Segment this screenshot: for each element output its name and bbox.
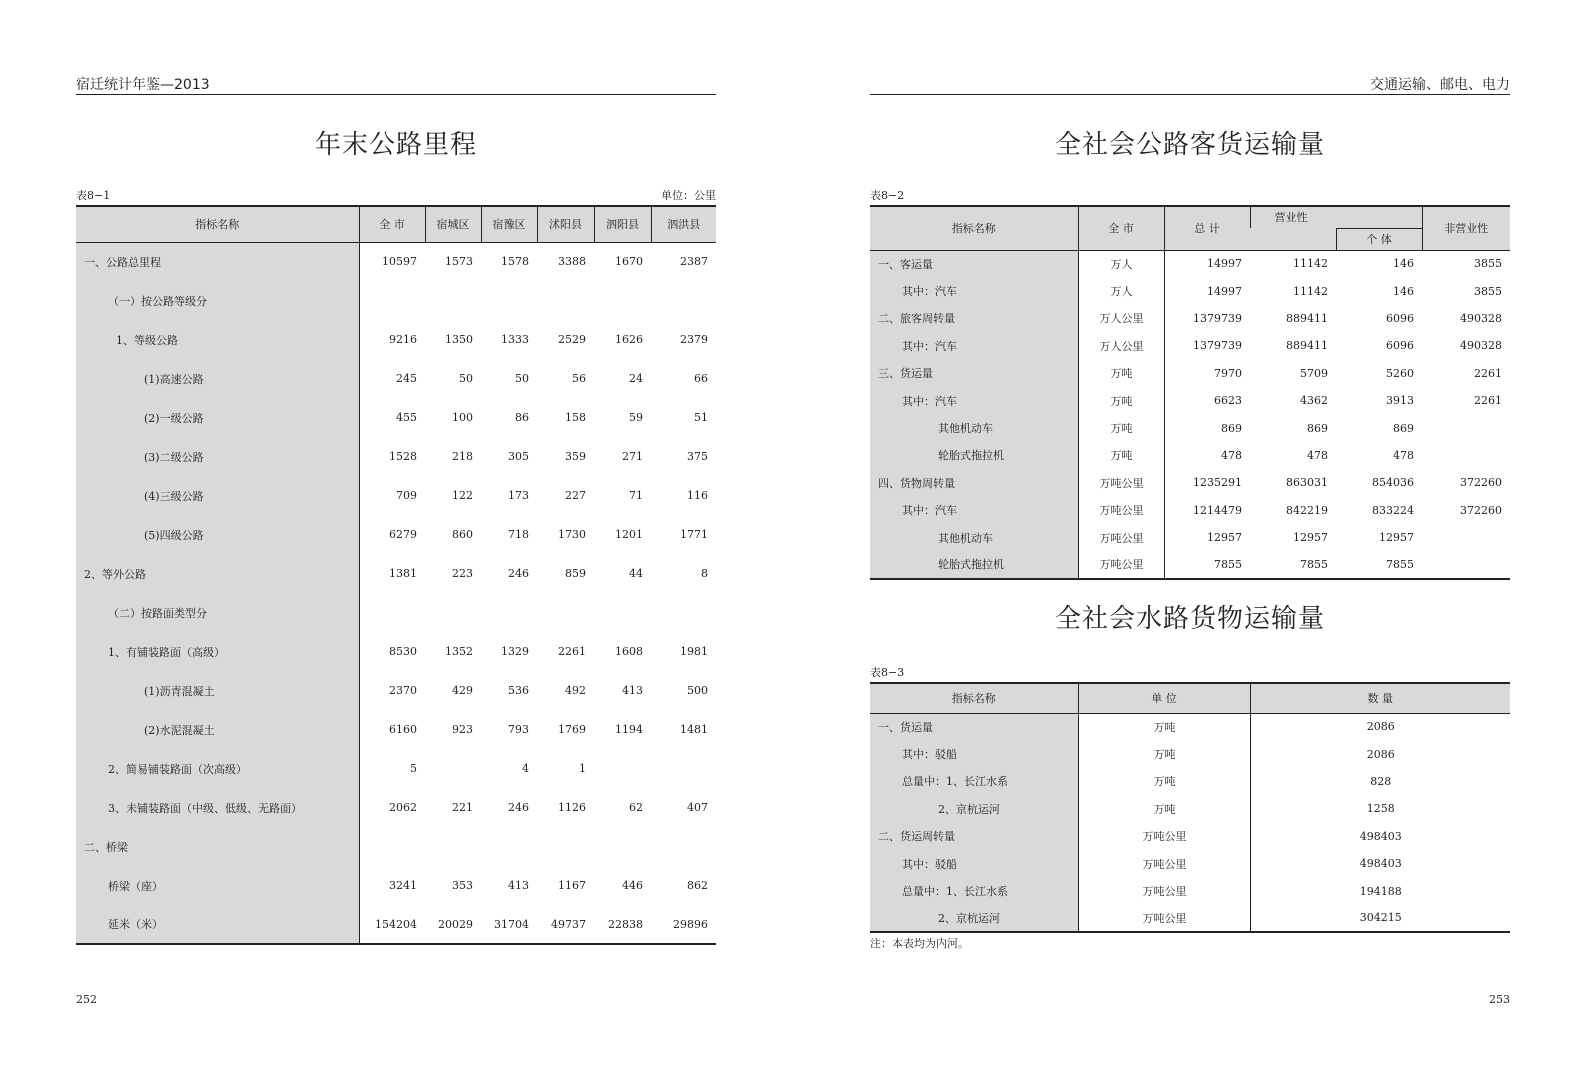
running-head-left: 宿迁统计年鉴—2013 [76,77,210,93]
unit-cell: 万吨 [1078,740,1250,767]
table-cell: 271 [622,450,643,463]
row-label: 轮胎式拖拉机 [870,442,1078,469]
row-label: 二、桥梁 [76,827,359,866]
value-cell: 2086 [1366,720,1395,734]
table-cell: 1329 [501,645,529,658]
table-cell [481,827,537,866]
table-row [76,437,716,476]
table-cell [359,593,425,632]
table-cell [425,749,481,788]
table-cell: 500 [687,684,708,697]
table-cell: 446 [622,879,643,892]
column-header: 沭阳县 [537,206,594,242]
table-cell [594,593,651,632]
table-cell: 3388 [558,255,586,269]
table-note: 注：本表均为内河。 [870,937,969,950]
row-label: 二、旅客周转量 [870,305,1078,332]
table-cell: 1730 [558,528,586,541]
table-cell: 1194 [615,723,643,736]
table-cell: 12957 [1379,531,1414,545]
table-cell: 889411 [1286,311,1328,325]
unit-cell: 万吨公里 [1078,905,1250,932]
table-cell: 2261 [558,645,586,658]
table-cell: 923 [452,723,473,736]
table-cell: 62 [629,801,643,814]
table-cell: 2387 [680,255,708,269]
table-cell: 146 [1393,257,1414,271]
table-row [870,768,1510,795]
table-cell: 859 [565,567,586,580]
column-header: 全 市 [359,206,425,242]
table-cell: 536 [508,684,529,697]
table-cell: 1670 [615,255,643,269]
table-row [870,250,1510,277]
table-cell: 1981 [680,645,708,658]
table-cell: 490328 [1460,311,1502,325]
table-cell: 1379739 [1193,311,1242,325]
table-number-8-1: 表8−1 [76,189,111,202]
table-cell: 56 [572,372,586,385]
table-cell [481,281,537,320]
table-cell: 11142 [1293,257,1328,271]
table-cell: 2370 [389,684,417,697]
table-row [870,414,1510,441]
column-header: 个 体 [1336,228,1422,250]
table-cell: 154204 [375,917,417,931]
table-cell: 1481 [680,723,708,736]
table-cell [1422,414,1510,441]
table-row [76,554,716,593]
table-cell: 7970 [1214,366,1242,380]
unit-cell: 万吨公里 [1078,469,1164,496]
row-label: (5)四级公路 [76,515,359,554]
table-cell: 71 [629,489,643,502]
value-cell: 498403 [1359,857,1402,871]
table-cell: 8530 [389,645,417,658]
table-cell: 66 [694,372,708,385]
row-label: (1)高速公路 [76,359,359,398]
table-cell [537,827,594,866]
unit-cell: 万人 [1078,250,1164,277]
table-cell: 869 [1393,421,1414,435]
table-cell: 1769 [558,723,586,736]
table-number-8-3: 表8−3 [870,666,905,679]
table-row [76,749,716,788]
table-cell: 4 [522,762,529,775]
table-row [870,277,1510,304]
table-cell: 375 [687,450,708,463]
table-cell: 1626 [615,333,643,346]
table-cell: 158 [565,411,586,424]
column-header: 指标名称 [870,683,1078,713]
row-label: 一、公路总里程 [76,242,359,281]
table-cell: 29896 [673,917,708,931]
table-row [870,795,1510,822]
left-page [76,0,716,1077]
table-cell: 372260 [1460,476,1502,490]
table-cell: 455 [396,411,417,424]
table-cell: 889411 [1286,339,1328,353]
column-header: 泗阳县 [594,206,651,242]
table-cell: 5 [410,762,417,775]
column-header: 指标名称 [870,206,1078,250]
table-cell: 1352 [445,645,473,658]
table-cell: 1 [579,762,586,775]
highway-transport-table [870,205,1510,580]
table-cell: 842219 [1286,503,1328,517]
table-cell: 1126 [558,801,586,814]
table-cell: 22838 [608,917,643,931]
table-cell: 492 [565,684,586,697]
table-cell [537,281,594,320]
value-cell: 1258 [1366,802,1395,816]
table-cell: 245 [396,372,417,385]
unit-cell: 万吨 [1078,713,1250,740]
table-row [870,713,1510,740]
unit-cell: 万吨公里 [1078,823,1250,850]
table-row [76,671,716,710]
row-label: (3)二级公路 [76,437,359,476]
table-cell: 59 [629,411,643,424]
unit-cell: 万吨公里 [1078,877,1250,904]
row-label: 一、货运量 [870,713,1078,740]
row-label: 2、等外公路 [76,554,359,593]
table-cell: 5709 [1300,366,1328,380]
table-row [76,398,716,437]
table-cell: 50 [459,372,473,385]
table-cell [594,749,651,788]
table-cell: 6160 [389,723,417,736]
table-cell: 20029 [438,917,473,931]
column-header: 数 量 [1250,683,1510,713]
header-rule-left [76,94,716,95]
table-row [870,442,1510,469]
table-cell: 6623 [1214,394,1242,408]
table-row [870,850,1510,877]
row-label: 2、京杭运河 [870,905,1078,932]
column-header: 宿豫区 [481,206,537,242]
column-header-spacer [1250,228,1336,250]
row-label: 其中：汽车 [870,332,1078,359]
table-cell: 1578 [501,255,529,269]
unit-cell: 万吨公里 [1078,497,1164,524]
table-cell: 12957 [1293,531,1328,545]
table-cell [425,593,481,632]
column-header: 总 计 [1164,206,1250,250]
row-label: 桥梁（座） [76,866,359,905]
row-label: 一、客运量 [870,250,1078,277]
table-cell: 6096 [1386,311,1414,325]
table-cell: 1608 [615,645,643,658]
table-row [76,632,716,671]
row-label: (4)三级公路 [76,476,359,515]
table-cell: 1333 [501,333,529,346]
table-cell: 854036 [1372,476,1414,490]
table-cell: 122 [452,489,473,502]
table-row [76,788,716,827]
unit-cell: 万吨 [1078,360,1164,387]
table-cell: 227 [565,489,586,502]
table-cell: 1379739 [1193,339,1242,353]
table-cell: 1167 [558,879,586,892]
table-cell: 478 [1221,448,1242,462]
column-header: 指标名称 [76,206,359,242]
table-row [870,877,1510,904]
row-label: (1)沥青混凝土 [76,671,359,710]
table-cell: 31704 [494,917,529,931]
table-cell: 223 [452,567,473,580]
table-cell: 4362 [1300,394,1328,408]
table-row [870,387,1510,414]
table-row [870,469,1510,496]
row-label: 其中：驳船 [870,740,1078,767]
row-label: 其中：汽车 [870,497,1078,524]
table-cell: 869 [1307,421,1328,435]
table-row [870,823,1510,850]
table-cell [1422,524,1510,551]
row-label: (2)水泥混凝土 [76,710,359,749]
right-page [870,0,1510,1077]
table-cell: 9216 [389,333,417,346]
table-cell: 10597 [382,255,417,269]
table-cell: 490328 [1460,339,1502,353]
row-label: 轮胎式拖拉机 [870,551,1078,578]
table-cell: 353 [452,879,473,892]
table-cell: 6096 [1386,339,1414,353]
waterway-transport-table [870,682,1510,933]
table-cell: 305 [508,450,529,463]
table-cell: 14997 [1207,284,1242,298]
table-row [870,740,1510,767]
row-label: （二）按路面类型分 [76,593,359,632]
unit-cell: 万吨 [1078,414,1164,441]
table-header-row [76,206,716,242]
page-number-right: 253 [1489,993,1510,1006]
table-cell: 709 [396,489,417,502]
table-cell: 44 [629,567,643,580]
table-row [870,305,1510,332]
table-cell: 793 [508,723,529,736]
table-cell: 146 [1393,284,1414,298]
table-row [870,905,1510,932]
unit-cell: 万吨公里 [1078,850,1250,877]
row-label: 其中：驳船 [870,850,1078,877]
table-cell [359,827,425,866]
table-cell: 100 [452,411,473,424]
table-cell: 2529 [558,333,586,346]
table-row [870,524,1510,551]
table-cell [359,281,425,320]
table-cell: 12957 [1207,531,1242,545]
table-cell: 1381 [389,567,417,580]
column-header: 泗洪县 [651,206,716,242]
unit-cell: 万吨公里 [1078,524,1164,551]
table-cell: 372260 [1460,503,1502,517]
table-cell: 173 [508,489,529,502]
table-cell: 1573 [445,255,473,269]
table-cell: 51 [694,411,708,424]
row-label: 其中：汽车 [870,387,1078,414]
table-row [870,332,1510,359]
column-header: 单 位 [1078,683,1250,713]
table-cell: 862 [687,879,708,892]
unit-cell: 万吨 [1078,768,1250,795]
table-title-8-2: 全社会公路客货运输量 [1054,130,1325,160]
column-header: 宿城区 [425,206,481,242]
row-label: 总量中：1、长江水系 [870,877,1078,904]
row-label: (2)一级公路 [76,398,359,437]
row-label: 延米（米） [76,905,359,944]
table-cell [594,281,651,320]
value-cell: 828 [1370,774,1392,788]
table-cell: 718 [508,528,529,541]
table-cell: 869 [1221,421,1242,435]
table-row [870,360,1510,387]
table-row [76,281,716,320]
table-cell: 218 [452,450,473,463]
row-label: （一）按公路等级分 [76,281,359,320]
page-number-left: 252 [76,993,97,1006]
table-cell: 5260 [1386,366,1414,380]
table-cell: 1771 [680,528,708,541]
table-row [76,515,716,554]
row-label: 3、未铺装路面（中级、低级、无路面） [76,788,359,827]
table-cell: 359 [565,450,586,463]
value-cell: 194188 [1359,884,1402,898]
table-cell: 7855 [1386,557,1414,571]
table-cell: 413 [508,879,529,892]
table-cell [1422,442,1510,469]
table-row [870,551,1510,578]
table-cell: 478 [1393,448,1414,462]
table-cell: 3241 [389,879,417,892]
table-cell: 2379 [680,333,708,346]
row-label: 2、京杭运河 [870,795,1078,822]
table-row [76,359,716,398]
table-cell: 24 [629,372,643,385]
table-cell: 49737 [551,917,586,931]
table-cell: 863031 [1286,476,1328,490]
table-title-8-1: 年末公路里程 [314,130,477,160]
table-cell: 2261 [1474,366,1502,380]
unit-cell: 万吨 [1078,442,1164,469]
table-cell: 1214479 [1193,503,1242,517]
table-cell: 2062 [389,801,417,814]
value-cell: 2086 [1366,747,1395,761]
table-cell: 50 [515,372,529,385]
table-cell: 1235291 [1193,476,1242,490]
table-row [76,320,716,359]
table-cell: 860 [452,528,473,541]
table-row [76,905,716,944]
table-cell: 14997 [1207,257,1242,271]
value-cell: 304215 [1359,911,1402,925]
column-header: 全 市 [1078,206,1164,250]
table-cell: 86 [515,411,529,424]
value-cell: 498403 [1359,829,1402,843]
table-row [76,242,716,281]
unit-cell: 万吨公里 [1078,551,1164,578]
table-row [76,593,716,632]
table-cell: 3913 [1386,394,1414,408]
table-number-8-2: 表8−2 [870,189,905,202]
row-label: 四、货物周转量 [870,469,1078,496]
table-cell [481,593,537,632]
table-cell: 11142 [1293,284,1328,298]
row-label: 1、等级公路 [76,320,359,359]
table-cell: 478 [1307,448,1328,462]
header-rule-right [870,94,1510,95]
row-label: 三、货运量 [870,360,1078,387]
running-head-right: 交通运输、邮电、电力 [1370,77,1510,93]
table-cell: 7855 [1214,557,1242,571]
table-unit-8-1: 单位：公里 [661,189,716,202]
table-cell [425,281,481,320]
column-header: 营业性 [1250,206,1422,228]
row-label: 1、有铺装路面（高级） [76,632,359,671]
table-cell: 407 [687,801,708,814]
table-cell: 429 [452,684,473,697]
table-cell [537,593,594,632]
unit-cell: 万吨 [1078,387,1164,414]
table-cell [425,827,481,866]
table-cell: 246 [508,567,529,580]
table-cell: 3855 [1474,257,1502,271]
row-label: 其中：汽车 [870,277,1078,304]
table-cell: 7855 [1300,557,1328,571]
unit-cell: 万人公里 [1078,305,1164,332]
table-cell: 6279 [389,528,417,541]
table-cell [651,281,716,320]
row-label: 2、简易铺装路面（次高级） [76,749,359,788]
table-cell: 116 [687,489,708,502]
table-cell: 2261 [1474,394,1502,408]
table-cell: 246 [508,801,529,814]
table-cell: 1201 [615,528,643,541]
table-row [870,497,1510,524]
unit-cell: 万人公里 [1078,332,1164,359]
row-label: 其他机动车 [870,524,1078,551]
table-row [76,866,716,905]
table-cell [651,827,716,866]
row-label: 其他机动车 [870,414,1078,441]
table-cell: 413 [622,684,643,697]
table-row [76,476,716,515]
table-cell [651,749,716,788]
row-label: 总量中：1、长江水系 [870,768,1078,795]
table-cell: 1528 [389,450,417,463]
table-cell: 1350 [445,333,473,346]
unit-cell: 万人 [1078,277,1164,304]
table-row [76,827,716,866]
unit-cell: 万吨 [1078,795,1250,822]
row-label: 二、货运周转量 [870,823,1078,850]
road-mileage-table [76,205,716,945]
table-cell: 833224 [1372,503,1414,517]
table-cell [594,827,651,866]
table-title-8-3: 全社会水路货物运输量 [1054,604,1325,634]
table-cell [1422,551,1510,578]
table-row [76,710,716,749]
table-cell: 221 [452,801,473,814]
column-header: 非营业性 [1422,206,1510,250]
table-cell [651,593,716,632]
table-cell: 3855 [1474,284,1502,298]
table-cell: 8 [701,567,708,580]
